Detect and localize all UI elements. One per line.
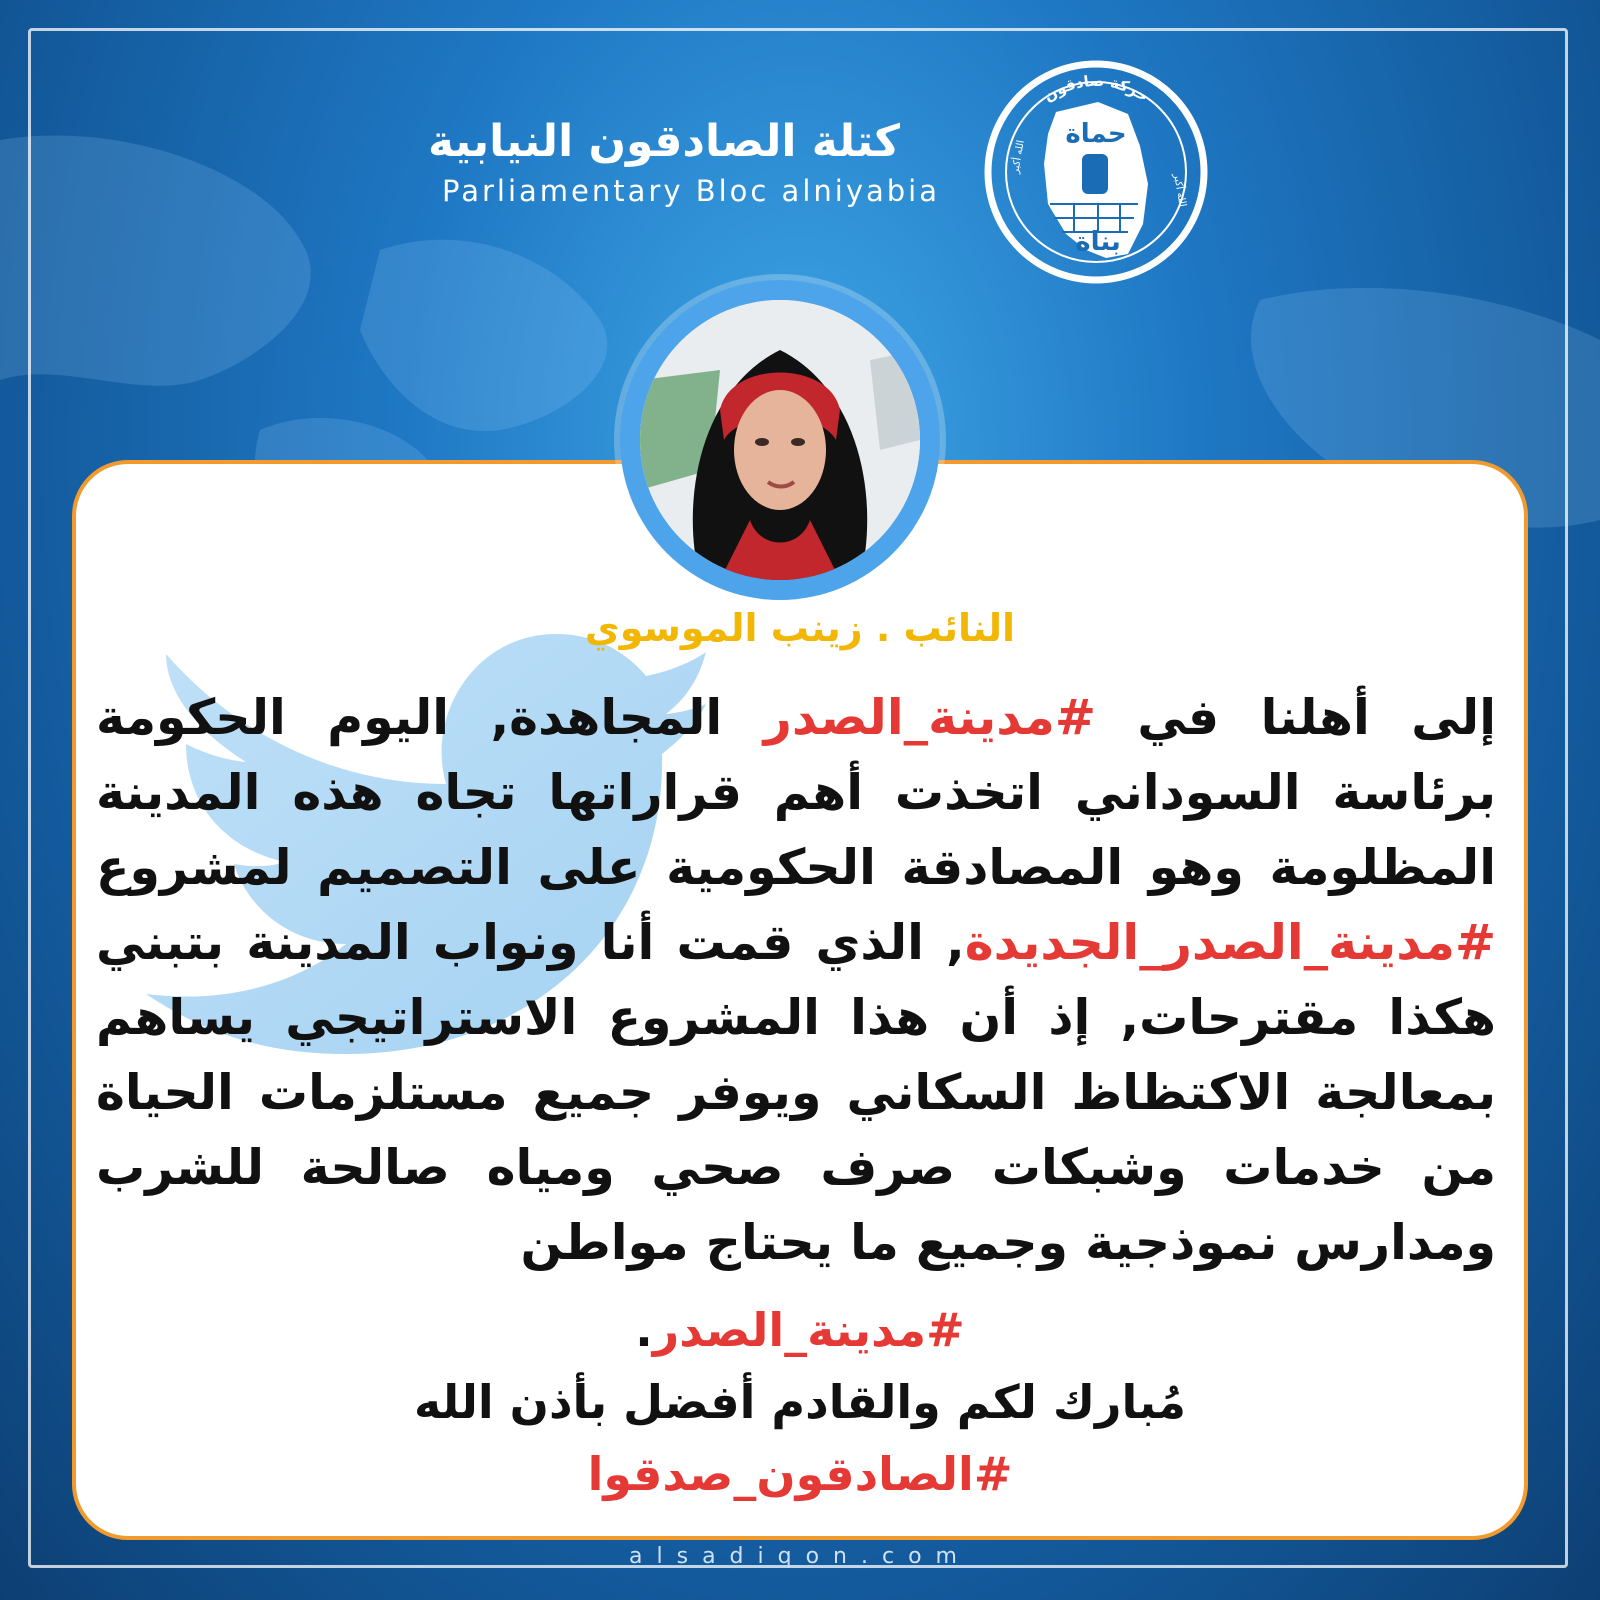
logo-side-text-left: الله أكبر bbox=[1010, 139, 1027, 175]
post-body bbox=[96, 680, 1496, 1280]
logo-top-word: حماة bbox=[1065, 119, 1127, 149]
hashtag-sadr-city[interactable]: #مدينة_الصدر bbox=[763, 689, 1096, 746]
bloc-title-arabic: كتلة الصادقون النيابية bbox=[427, 116, 900, 167]
hashtag-signature[interactable]: #الصادقون_صدقوا bbox=[587, 1447, 1013, 1501]
mp-name: النائب . زينب الموسوي bbox=[584, 606, 1016, 650]
alsadiqon-logo bbox=[978, 54, 1214, 290]
portrait-avatar bbox=[640, 300, 920, 580]
bloc-title-english: Parliamentary Bloc alniyabia bbox=[442, 174, 940, 208]
logo-bottom-word: بناة bbox=[1075, 227, 1121, 257]
logo-side-text-right: الله أكبر bbox=[1171, 172, 1188, 208]
post-text-3: , الذي قمت أنا ونواب المدينة بتبني هكذا مقترحات, إذ أن هذا المشروع الاستراتيجي يساهم بمعالجة الاكتظاظ السكاني ويوفر جميع مستلزمات الحياة من خدمات وشبكات صرف صحي ومياه صالحة للشرب ومدارس نموذجية وجميع ما يحتاج مواطن bbox=[96, 914, 1496, 1271]
post-text-4: . bbox=[635, 1303, 653, 1357]
post-text-1: إلى أهلنا في bbox=[1095, 689, 1496, 746]
post-text-2: المجاهدة, اليوم الحكومة برئاسة السوداني اتخذت أهم قراراتها تجاه هذه المدينة المظلومة وهو المصادقة الحكومية على التصميم لمشروع bbox=[96, 689, 1496, 896]
hashtag-sadr-city-end[interactable]: #مدينة_الصدر bbox=[652, 1303, 965, 1357]
blessing-line: مُبارك لكم والقادم أفضل بأذن الله bbox=[413, 1375, 1187, 1429]
website-footer[interactable]: alsadiqon.com bbox=[629, 1544, 971, 1569]
logo-ring-text: حركة صادقون bbox=[1040, 71, 1152, 106]
svg-text:حركة صادقون bbox=[1040, 72, 1152, 106]
hashtag-new-sadr-city[interactable]: #مدينة_الصدر_الجديدة bbox=[964, 914, 1496, 971]
post-closing bbox=[72, 1294, 1528, 1510]
